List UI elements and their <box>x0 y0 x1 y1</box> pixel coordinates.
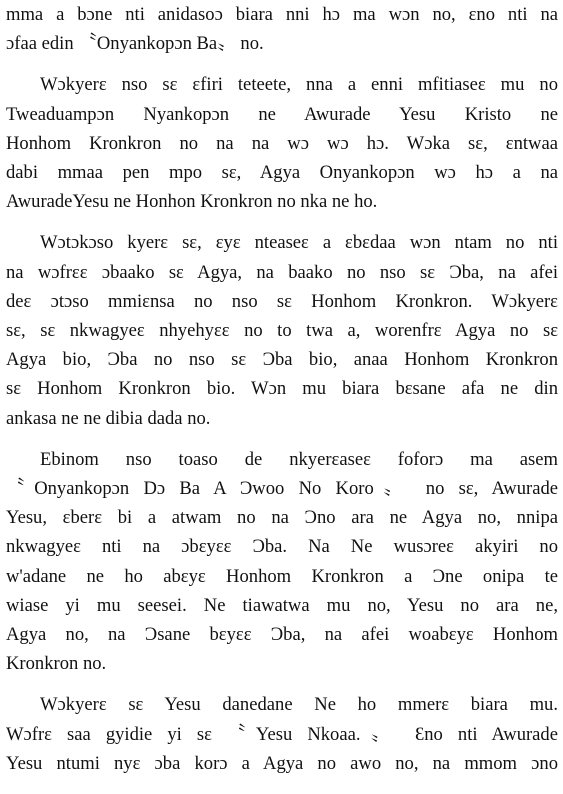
text-line: Tweaduampɔn Nyankopɔn ne Awurade Yesu Kristo ne <box>6 103 558 125</box>
text-line: 〝Onyankopɔn Dɔ Ba A Ɔwoo No Koro〟 no sɛ, Awurade <box>6 478 558 500</box>
text-line: ɔfaa edin 〝Onyankopɔn Ba〟 no. <box>6 33 264 55</box>
text-line: nkwagyeɛ nti na ɔbɛyɛɛ Ɔba. Na Ne wusɔreɛ akyiri no <box>6 536 558 558</box>
text-line: Wɔkyerɛ nso sɛ ɛfiri teteete, nna a enni mfitiaseɛ mu no <box>40 74 558 96</box>
text-line: Yesu ntumi nyɛ ɔba korɔ a Agya no awo no, na mmom ɔno <box>6 752 558 774</box>
text-line: w'adane ne ho abɛyɛ Honhom Kronkron a Ɔne onipa te <box>6 565 558 587</box>
paragraph-3 <box>6 228 558 432</box>
text-line: mma a bɔne nti anidasoɔ biara nni hɔ ma wɔn no, ɛno nti na <box>6 4 558 25</box>
text-line: Agya no, na Ɔsane bɛyɛɛ Ɔba, na afei woabɛyɛ Honhom <box>6 624 558 646</box>
text-line: Wɔkyerɛ sɛ Yesu danedane Ne ho mmerɛ biara mu. <box>40 694 558 716</box>
text-line: sɛ Honhom Kronkron bio. Wɔn mu biara bɛsane afa ne din <box>6 378 558 400</box>
text-line: Honhom Kronkron no na na wɔ wɔ hɔ. Wɔka sɛ, ɛntwaa <box>6 132 558 154</box>
text-line: Ebinom nso toaso de nkyerɛaseɛ foforɔ ma asem <box>40 448 558 470</box>
text-line: Agya bio, Ɔba no nso sɛ Ɔba bio, anaa Honhom Kronkron <box>6 349 558 371</box>
text-line: dabi mmaa pen mpo sɛ, Agya Onyankopɔn wɔ hɔ a na <box>6 162 558 184</box>
text-line: wiase yi mu seesei. Ne tiawatwa mu no, Yesu no ara ne, <box>6 594 558 616</box>
paragraph-2 <box>6 70 558 216</box>
text-line: sɛ, sɛ nkwagyeɛ nhyehyɛɛ no to twa a, worenfrɛ Agya no sɛ <box>6 320 558 342</box>
paragraph-1 <box>6 0 558 58</box>
text-line: ankasa ne ne dibia dada no. <box>6 407 211 429</box>
text-line: deɛ ɔtɔso mmiɛnsa no nso sɛ Honhom Kronkron. Wɔkyerɛ <box>6 290 558 312</box>
paragraph-5 <box>6 690 558 778</box>
text-line: Wɔtɔkɔso kyerɛ sɛ, ɛyɛ nteaseɛ a ɛbɛdaa wɔn ntam no nti <box>40 232 558 254</box>
text-line: Kronkron no. <box>6 653 107 675</box>
paragraph-4 <box>6 445 558 679</box>
text-line: na wɔfrɛɛ ɔbaako sɛ Agya, na baako no nso sɛ Ɔba, na afei <box>6 261 558 283</box>
text-line: AwuradeYesu ne Honhon Kronkron no nka ne ho. <box>6 191 378 213</box>
text-line: Yesu, ɛberɛ bi a atwam no na Ɔno ara ne Agya no, nnipa <box>6 507 558 529</box>
text-line: Wɔfrɛ saa gyidie yi sɛ 〝Yesu Nkoaa.〟 Ɛno nti Awurade <box>6 723 558 745</box>
